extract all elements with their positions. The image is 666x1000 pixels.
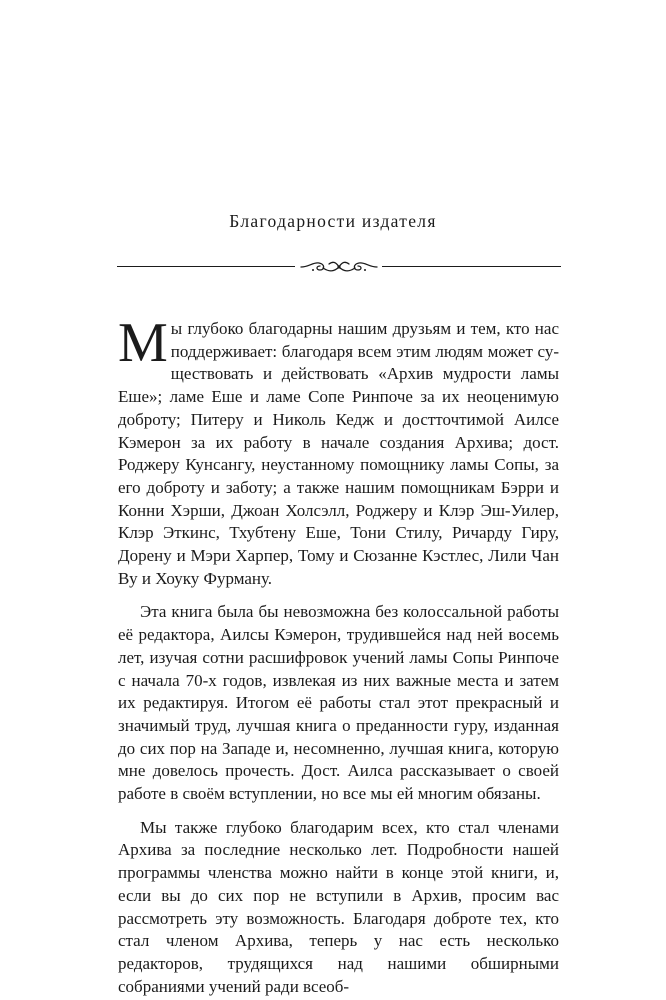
flourish-ornament-icon <box>299 258 379 276</box>
paragraph-3: Мы также глубоко благодарим всех, кто стал членами Архива за последние несколько лет. Подробности нашей программы членства можно найти в конце этой книги, и, если вы до сих пор не вступили в Архив, просим вас рассмотреть эту возможность. Благодаря доброте тех, кто стал членом Архива, теперь у нас есть несколько редакторов, трудящихся над нашими обширными собраниями учений ради всеоб- <box>118 817 559 996</box>
paragraph-1 <box>118 312 559 590</box>
page-heading: Благодарности издателя <box>229 211 437 231</box>
paragraph-2: Эта книга была бы невозможна без колоссальной работы её редактора, Аилсы Кэмерон, трудившейся над ней восемь лет, изучая сотни расшифровок учений ламы Сопы Ринпоче с начала 70-х годов, извлекая из них важные места и затем их редактируя. Итогом её работы стал этот прекрасный и значимый труд, лучшая книга о преданности гуру, изданная до сих пор на Западе и, несомненно, лучшая книга, которую мне довелось прочесть. Дост. Аилса рассказывает о своей работе в своём вступлении, но все мы ей многим обязаны. <box>118 602 559 804</box>
drop-cap: М <box>118 312 168 374</box>
paragraph-1-text: ы глубоко благодарны нашим друзьям и тем, кто нас поддерживает: благодаря всем этим людям может существовать и действовать «Архив мудрости ламы Еше»; ламе Еше и ламе Сопе Ринпоче за их неоценимую доброту; Питеру и Николь Кедж и достточтимой Аилсе Кэмерон за их работу в начале создания Архива; дост. Роджеру Кунсангу, неустанному помощнику ламы Сопы, за его доброту и заботу; а также нашим помощникам Бэрри и Конни Хэрши, Джоан Холсэлл, Роджеру и Клэр Эш-Уилер, Клэр Эткинс, Тхубтену Еше, Тони Стилу, Ричарду Гиру, Дорену и Мэри Харпер, Тому и Сюзанне Кэстлес, Лили Чан Ву и Хоуку Фурману. <box>118 319 559 588</box>
divider-rule-left <box>117 266 295 267</box>
divider-rule-right <box>382 266 561 267</box>
heading-divider <box>117 258 561 276</box>
body-text <box>118 312 559 998</box>
